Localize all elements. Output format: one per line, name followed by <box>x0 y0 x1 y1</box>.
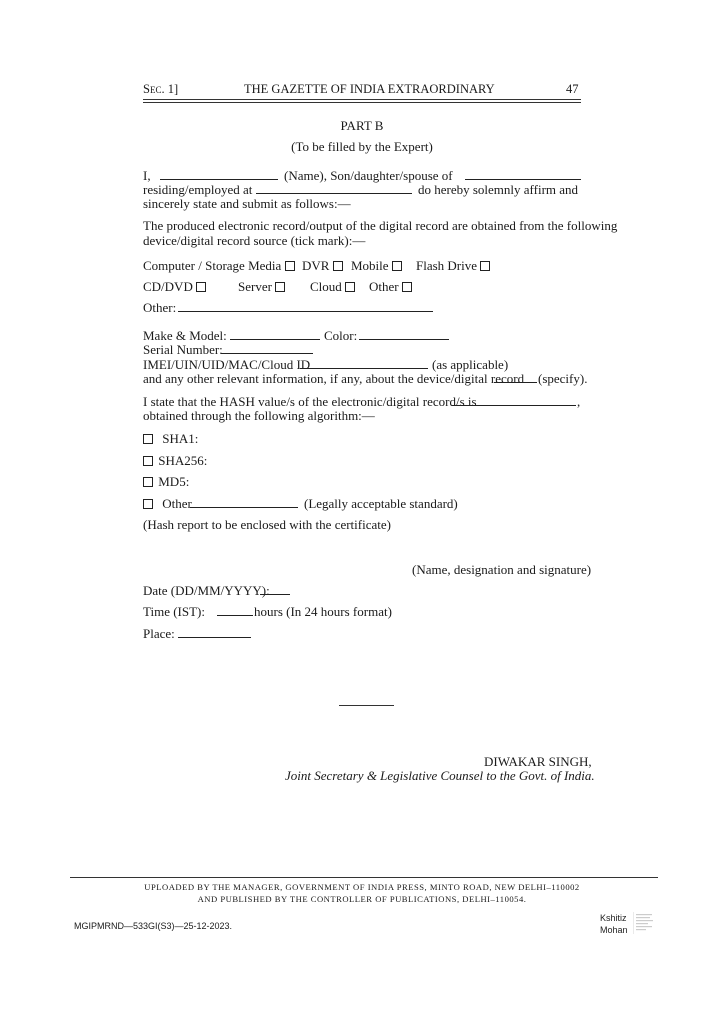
server-checkbox[interactable] <box>275 282 285 292</box>
source-intro-line2: device/digital record source (tick mark):— <box>143 233 366 248</box>
address-blank[interactable] <box>256 182 412 194</box>
algo-md5[interactable] <box>143 474 189 490</box>
algo-sha256[interactable] <box>143 453 207 469</box>
sha256-label: SHA256: <box>158 453 208 468</box>
name-blank[interactable] <box>160 168 278 180</box>
declaration-affirm: do hereby solemnly affirm and <box>418 182 579 197</box>
footer-line1: UPLOADED BY THE MANAGER, GOVERNMENT OF INDIA PRESS, MINTO ROAD, NEW DELHI–110002 <box>144 882 580 892</box>
flash-drive-checkbox[interactable] <box>480 261 490 271</box>
place-blank[interactable] <box>178 626 251 638</box>
source-cddvd-label: CD/DVD <box>143 279 193 294</box>
source-cddvd[interactable] <box>143 279 206 295</box>
print-code: MGIPMRND—533GI(S3)—25-12-2023. <box>74 921 233 931</box>
section-label: Sec. 1] <box>143 82 179 96</box>
make-model-label: Make & Model: <box>143 328 227 343</box>
date-label: Date (DD/MM/YYYY): <box>143 583 270 598</box>
other-source-checkbox[interactable] <box>402 282 412 292</box>
other-source-blank[interactable] <box>178 300 433 312</box>
source-mobile-label: Mobile <box>351 258 389 273</box>
other-algo-checkbox[interactable] <box>143 499 153 509</box>
signer-last-name: Mohan <box>600 925 628 935</box>
hash-statement-line2: obtained through the following algorithm:— <box>143 408 375 423</box>
header-rule-bottom <box>143 102 581 103</box>
color-label: Color: <box>324 328 358 343</box>
serial-label: Serial Number: <box>143 342 223 357</box>
part-subtitle: (To be filled by the Expert) <box>291 139 433 154</box>
algo-sha1[interactable] <box>143 431 198 447</box>
signer-first-name: Kshitiz <box>600 913 627 923</box>
color-blank[interactable] <box>359 328 449 340</box>
other-algo-blank[interactable] <box>190 496 298 508</box>
hash-comma: , <box>577 394 581 409</box>
source-other[interactable] <box>369 279 412 295</box>
other-label: Other: <box>143 300 177 315</box>
other-info-blank[interactable] <box>494 371 537 383</box>
source-cloud-label: Cloud <box>310 279 342 294</box>
imei-label: IMEI/UIN/UID/MAC/Cloud ID <box>143 357 311 372</box>
place-label: Place: <box>143 626 175 641</box>
signatory-name: DIWAKAR SINGH, <box>484 754 592 769</box>
source-dvr[interactable] <box>302 258 343 274</box>
footer-line2: AND PUBLISHED BY THE CONTROLLER OF PUBLICATIONS, DELHI–110054. <box>197 894 527 904</box>
time-suffix: hours (In 24 hours format) <box>254 604 392 619</box>
source-server[interactable] <box>238 279 285 295</box>
declaration-residing: residing/employed at <box>143 182 253 197</box>
digital-signature <box>600 912 628 936</box>
gazette-title: THE GAZETTE OF INDIA EXTRAORDINARY <box>244 82 495 96</box>
time-blank[interactable] <box>217 604 253 616</box>
digital-signature-details-graphic <box>633 912 655 934</box>
sha256-checkbox[interactable] <box>143 456 153 466</box>
computer-checkbox[interactable] <box>285 261 295 271</box>
sha1-checkbox[interactable] <box>143 434 153 444</box>
md5-checkbox[interactable] <box>143 477 153 487</box>
mobile-checkbox[interactable] <box>392 261 402 271</box>
declaration-submit: sincerely state and submit as follows:— <box>143 196 351 211</box>
part-title: PART B <box>340 118 384 133</box>
md5-label: MD5: <box>158 474 190 489</box>
declaration-name-text: (Name), Son/daughter/spouse of <box>284 168 453 183</box>
other-algo-note: (Legally acceptable standard) <box>304 496 458 511</box>
hash-value-blank[interactable] <box>452 394 576 406</box>
other-algo-label: Other <box>162 496 192 511</box>
cloud-checkbox[interactable] <box>345 282 355 292</box>
source-intro-line1: The produced electronic record/output of the digital record are obtained from the following <box>143 218 618 233</box>
hash-report-note: (Hash report to be enclosed with the certificate) <box>143 517 391 532</box>
dvr-checkbox[interactable] <box>333 261 343 271</box>
other-info-label: and any other relevant information, if any, about the device/digital record <box>143 371 525 386</box>
header-rule-top <box>143 99 581 100</box>
as-applicable: (as applicable) <box>432 357 509 372</box>
source-computer-label: Computer / Storage Media <box>143 258 282 273</box>
date-blank[interactable] <box>260 583 290 595</box>
time-label: Time (IST): <box>143 604 205 619</box>
source-computer[interactable] <box>143 258 295 274</box>
source-cloud[interactable] <box>310 279 355 295</box>
serial-blank[interactable] <box>221 342 313 354</box>
signature-label: (Name, designation and signature) <box>412 562 592 577</box>
source-dvr-label: DVR <box>302 258 330 273</box>
sha1-label: SHA1: <box>162 431 199 446</box>
source-other-label: Other <box>369 279 399 294</box>
signatory-designation: Joint Secretary & Legislative Counsel to the Govt. of India. <box>285 768 595 783</box>
imei-blank[interactable] <box>300 357 428 369</box>
declaration-i: I, <box>143 168 151 183</box>
section-separator <box>339 705 394 706</box>
specify-label: (specify). <box>538 371 588 386</box>
make-model-blank[interactable] <box>230 328 320 340</box>
source-server-label: Server <box>238 279 272 294</box>
algo-other[interactable] <box>143 496 192 512</box>
footer-rule <box>70 877 658 878</box>
source-mobile[interactable] <box>351 258 402 274</box>
parent-blank[interactable] <box>465 168 581 180</box>
source-flash-label: Flash Drive <box>416 258 478 273</box>
source-flash[interactable] <box>416 258 490 274</box>
page-number: 47 <box>566 82 579 96</box>
hash-statement-line1: I state that the HASH value/s of the electronic/digital record/s is <box>143 394 477 409</box>
cddvd-checkbox[interactable] <box>196 282 206 292</box>
